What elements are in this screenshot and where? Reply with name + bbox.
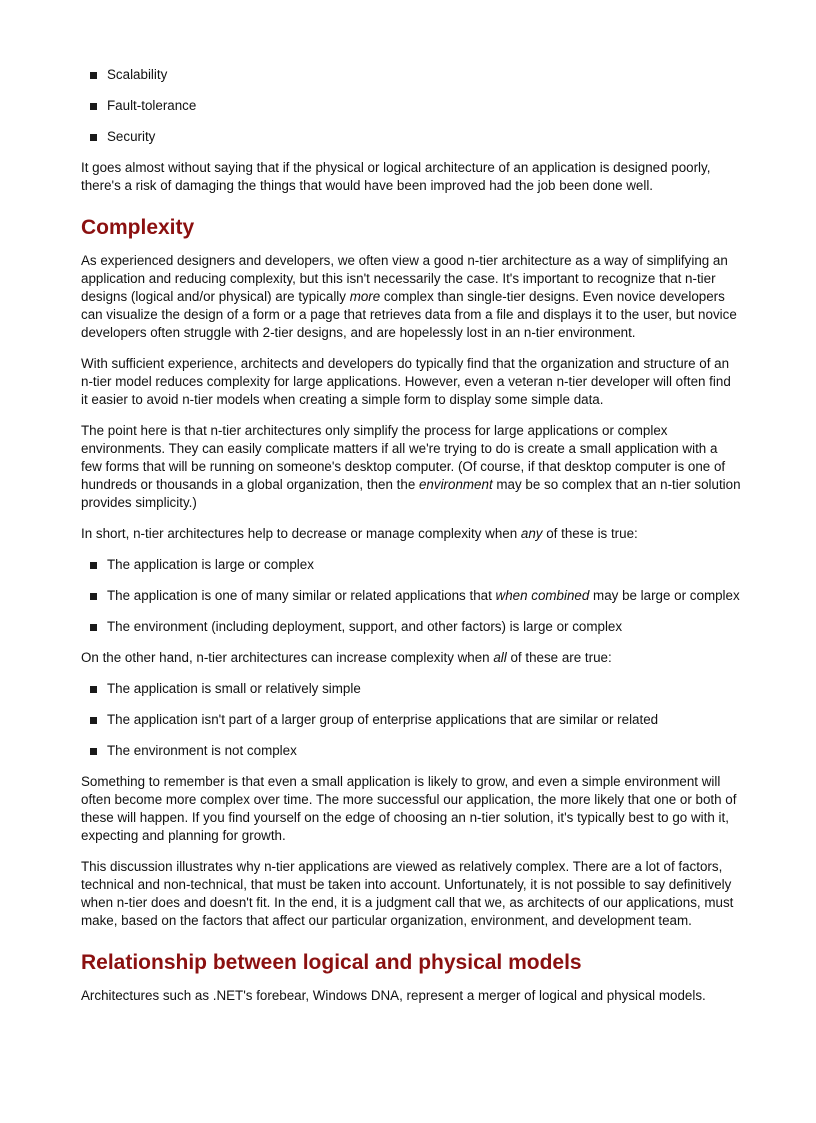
complexity-paragraph-3: The point here is that n-tier architectures only simplify the process for large applications or complex environments. They can easily complicate matters if all we're trying to do is create a small application with a few forms that will be running on someone's desktop computer. (Of course, if that desktop computer is one of hundreds or thousands in a global organization, then the environment may be so complex that an n-tier solution provides simplicity.) xyxy=(81,423,741,510)
list-item: The application is small or relatively simple xyxy=(81,680,741,698)
list-item: The application isn't part of a larger group of enterprise applications that are similar or related xyxy=(81,711,741,729)
complexity-paragraph-4: In short, n-tier architectures help to decrease or manage complexity when any of these is true: xyxy=(81,526,638,541)
list-item: The application is large or complex xyxy=(81,556,741,574)
square-bullet-icon xyxy=(90,103,97,110)
square-bullet-icon xyxy=(90,134,97,141)
any-conditions-list xyxy=(81,556,741,636)
square-bullet-icon xyxy=(90,624,97,631)
square-bullet-icon xyxy=(90,686,97,693)
square-bullet-icon xyxy=(90,717,97,724)
top-bullet-list xyxy=(81,66,741,146)
page-content xyxy=(81,66,741,1018)
list-item: The environment is not complex xyxy=(81,742,741,760)
complexity-heading: Complexity xyxy=(81,216,195,239)
complexity-paragraph-2: With sufficient experience, architects and developers do typically find that the organization and structure of an n-tier model reduces complexity for large applications. However, even a veteran n-tier developer will often find it easier to avoid n-tier models when creating a simple form to display some simple data. xyxy=(81,356,731,407)
list-item: Scalability xyxy=(81,66,741,84)
list-item: The environment (including deployment, support, and other factors) is large or complex xyxy=(81,618,741,636)
list-item: Fault-tolerance xyxy=(81,97,741,115)
square-bullet-icon xyxy=(90,748,97,755)
relationship-paragraph-1: Architectures such as .NET's forebear, Windows DNA, represent a merger of logical and physical models. xyxy=(81,988,706,1003)
square-bullet-icon xyxy=(90,72,97,79)
relationship-heading: Relationship between logical and physical models xyxy=(81,951,582,974)
complexity-paragraph-1: As experienced designers and developers, we often view a good n-tier architecture as a way of simplifying an application and reducing complexity, but this isn't necessarily the case. It's important to recognize that n-tier designs (logical and/or physical) are typically more complex than single-tier designs. Even novice developers can visualize the design of a form or a page that retrieves data from a file and displays it to the user, but novice developers often struggle with 2-tier designs, and are hopelessly lost in an n-tier environment. xyxy=(81,253,737,340)
square-bullet-icon xyxy=(90,562,97,569)
complexity-paragraph-6: Something to remember is that even a small application is likely to grow, and even a simple environment will often become more complex over time. The more successful our application, the more likely that one or both of these will happen. If you find yourself on the edge of choosing an n-tier solution, it's typically best to go with it, expecting and planning for growth. xyxy=(81,774,737,843)
square-bullet-icon xyxy=(90,593,97,600)
complexity-paragraph-7: This discussion illustrates why n-tier applications are viewed as relatively complex. There are a lot of factors, technical and non-technical, that must be taken into account. Unfortunately, it is not possible to say definitively when n-tier does and doesn't fit. In the end, it is a judgment call that we, as architects of our applications, must make, based on the factors that affect our particular organization, environment, and development team. xyxy=(81,859,734,928)
list-item: Security xyxy=(81,128,741,146)
intro-paragraph: It goes almost without saying that if the physical or logical architecture of an application is designed poorly, there's a risk of damaging the things that would have been improved had the job been done well. xyxy=(81,160,711,193)
all-conditions-list xyxy=(81,680,741,760)
complexity-paragraph-5: On the other hand, n-tier architectures can increase complexity when all of these are true: xyxy=(81,650,612,665)
list-item: The application is one of many similar or related applications that when combined may be large or complex xyxy=(81,587,741,605)
